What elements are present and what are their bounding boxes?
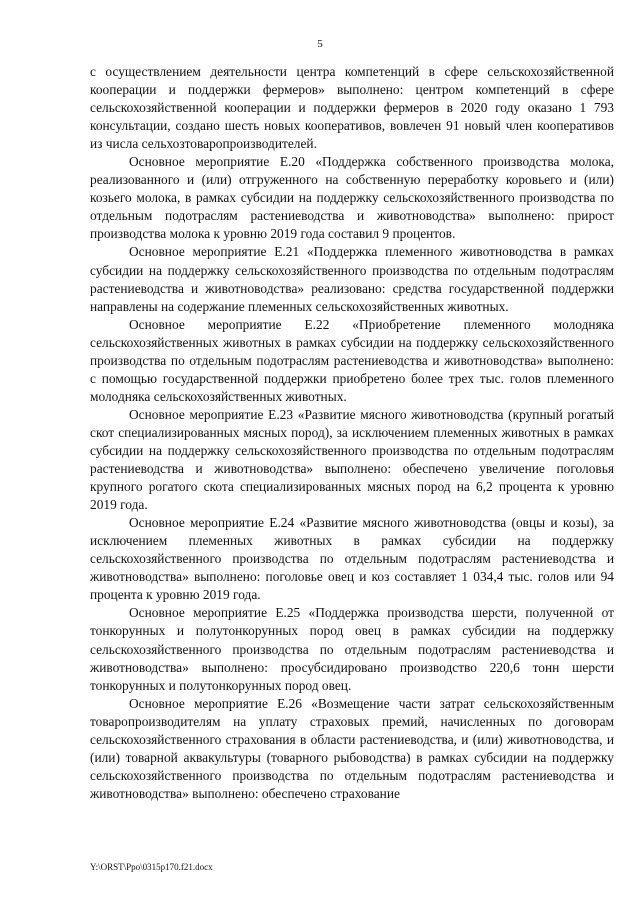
paragraph: с осуществлением деятельности центра компетенций в сфере сельскохозяйственной кооперации и поддержки фермеров» выполнено: центром компетенций в сфере сельскохозяйственной кооперации и поддержки фермеров в 2020 году оказано 1 793 консультации, создано шесть новых кооперативов, вовлечен 91 новый член кооперативов из числа сельхозтоваропроизводителей.	[90, 64, 614, 152]
paragraph: Основное мероприятие Е.21 «Поддержка племенного животноводства в рамках субсидии на поддержку сельскохозяйственного производства по отдельным подотраслям растениеводства и животноводства» реализовано: средства государственной поддержки направлены на содержание племенных сельскохозяйственных животных.	[90, 244, 614, 314]
document-body	[90, 63, 614, 803]
paragraph: Основное мероприятие Е.25 «Поддержка производства шерсти, полученной от тонкорунных и полутонкорунных пород овец в рамках субсидии на поддержку сельскохозяйственного производства по отдельным подотраслям растениеводства и животноводства» выполнено: просубсидировано производство 220,6 тонн шерсти тонкорунных и полутонкорунных пород овец.	[90, 605, 614, 693]
paragraph: Основное мероприятие Е.24 «Развитие мясного животноводства (овцы и козы), за исключением племенных животных в рамках субсидии на поддержку сельскохозяйственного производства по отдельным подотраслям растениеводства и животноводства» выполнено: поголовье овец и коз составляет 1 034,4 тыс. голов или 94 процента к уровню 2019 года.	[90, 515, 614, 603]
paragraph: Основное мероприятие Е.20 «Поддержка собственного производства молока, реализованного и (или) отгруженного на собственную переработку коровьего и (или) козьего молока, в рамках субсидии на поддержку сельскохозяйственного производства по отдельным подотраслям растениеводства и животноводства» выполнено: прирост производства молока к уровню 2019 года составил 9 процентов.	[90, 154, 614, 242]
file-path-footer: Y:\ORST\Ppo\0315p170.f21.docx	[90, 862, 213, 872]
page-number: 5	[317, 38, 323, 50]
paragraph: Основное мероприятие Е.22 «Приобретение племенного молодняка сельскохозяйственных животных в рамках субсидии на поддержку сельскохозяйственного производства по отдельным подотраслям растениеводства и животноводства» выполнено: с помощью государственной поддержки приобретено более трех тыс. голов племенного молодняка сельскохозяйственных животных.	[90, 316, 614, 404]
paragraph: Основное мероприятие Е.23 «Развитие мясного животноводства (крупный рогатый скот специализированных мясных пород), за исключением племенных животных в рамках субсидии на поддержку сельскохозяйственного производства по отдельным подотраслям растениеводства и животноводства» выполнено: обеспечено увеличение поголовья крупного рогатого скота специализированных мясных пород на 6,2 процента к уровню 2019 года.	[90, 406, 614, 513]
paragraph: Основное мероприятие Е.26 «Возмещение части затрат сельскохозяйственным товаропроизводителям на уплату страховых премий, начисленных по договорам сельскохозяйственного страхования в области растениеводства, и (или) животноводства, и (или) товарной аквакультуры (товарного рыбоводства) в рамках субсидии на поддержку сельскохозяйственного производства по отдельным подотраслям растениеводства и животноводства» выполнено: обеспечено страхование	[90, 695, 614, 801]
